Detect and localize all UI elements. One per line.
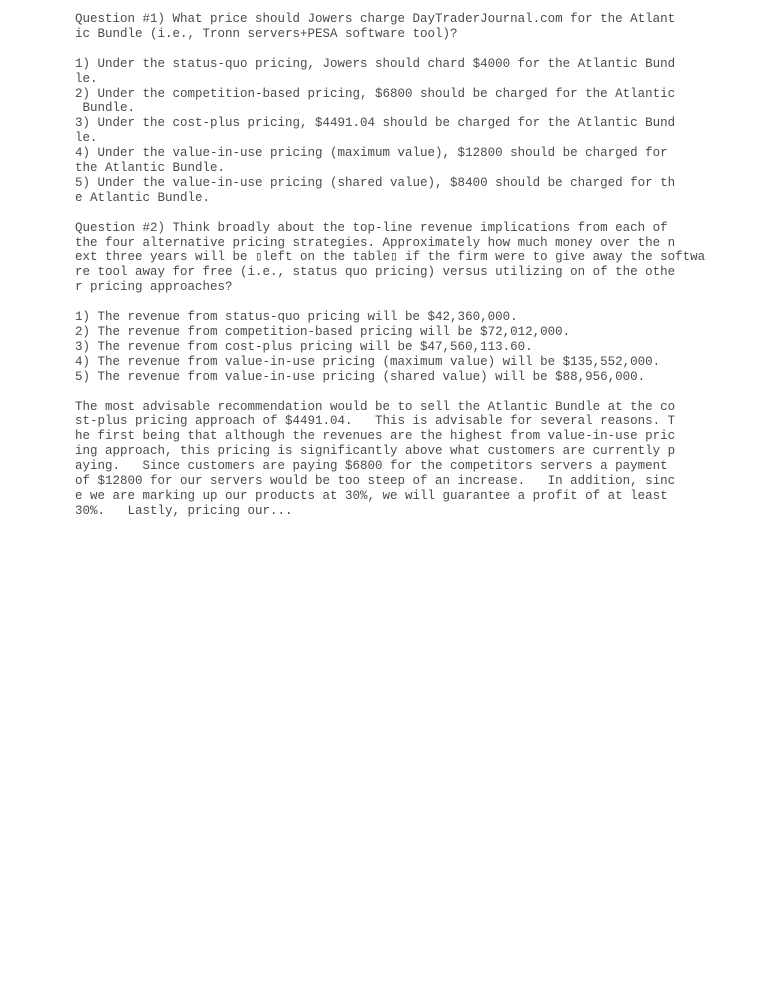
text-line: The most advisable recommendation would be to sell the Atlantic Bundle at the co: [75, 399, 676, 414]
text-line: the four alternative pricing strategies. Approximately how much money over the n: [75, 235, 676, 250]
text-line: 5) Under the value-in-use pricing (shared value), $8400 should be charged for th: [75, 175, 676, 190]
text-line: 30%. Lastly, pricing our...: [75, 503, 293, 518]
text-line: the Atlantic Bundle.: [75, 161, 226, 176]
text-line: Question #2) Think broadly about the top-line revenue implications from each of: [75, 220, 668, 235]
question-2-paragraph: [75, 221, 715, 295]
text-line: st-plus pricing approach of $4491.04. This is advisable for several reasons. T: [75, 414, 676, 429]
text-line: 1) Under the status-quo pricing, Jowers should chard $4000 for the Atlantic Bund: [75, 56, 676, 71]
answer-1-paragraph: [75, 57, 715, 206]
text-line: ing approach, this pricing is significantly above what customers are currently p: [75, 444, 676, 459]
text-line: he first being that although the revenues are the highest from value-in-use pric: [75, 429, 676, 444]
document-page: [75, 12, 715, 534]
text-line: ext three years will be ▯left on the table▯ if the firm were to give away the softwa: [75, 250, 706, 265]
text-line: 3) Under the cost-plus pricing, $4491.04 should be charged for the Atlantic Bund: [75, 116, 676, 131]
text-line: re tool away for free (i.e., status quo pricing) versus utilizing on of the othe: [75, 265, 676, 280]
text-line: of $12800 for our servers would be too steep of an increase. In addition, sinc: [75, 474, 676, 489]
text-line: 1) The revenue from status-quo pricing will be $42,360,000.: [75, 310, 518, 325]
recommendation-paragraph: [75, 400, 715, 519]
answer-2-paragraph: [75, 310, 715, 384]
text-line: aying. Since customers are paying $6800 for the competitors servers a payment: [75, 459, 668, 474]
text-line: 3) The revenue from cost-plus pricing will be $47,560,113.60.: [75, 339, 533, 354]
text-line: Bundle.: [75, 101, 136, 116]
text-line: ic Bundle (i.e., Tronn servers+PESA software tool)?: [75, 26, 458, 41]
text-line: le.: [75, 71, 98, 86]
text-line: e we are marking up our products at 30%, we will guarantee a profit of at least: [75, 488, 668, 503]
text-line: le.: [75, 131, 98, 146]
text-line: 2) Under the competition-based pricing, $6800 should be charged for the Atlantic: [75, 86, 676, 101]
text-line: 4) Under the value-in-use pricing (maximum value), $12800 should be charged for: [75, 146, 668, 161]
text-line: 2) The revenue from competition-based pricing will be $72,012,000.: [75, 325, 571, 340]
text-line: r pricing approaches?: [75, 280, 233, 295]
text-line: 5) The revenue from value-in-use pricing (shared value) will be $88,956,000.: [75, 369, 646, 384]
text-line: Question #1) What price should Jowers charge DayTraderJournal.com for the Atlant: [75, 12, 676, 26]
text-line: e Atlantic Bundle.: [75, 190, 211, 205]
text-line: 4) The revenue from value-in-use pricing (maximum value) will be $135,552,000.: [75, 354, 661, 369]
question-1-paragraph: [75, 12, 715, 42]
